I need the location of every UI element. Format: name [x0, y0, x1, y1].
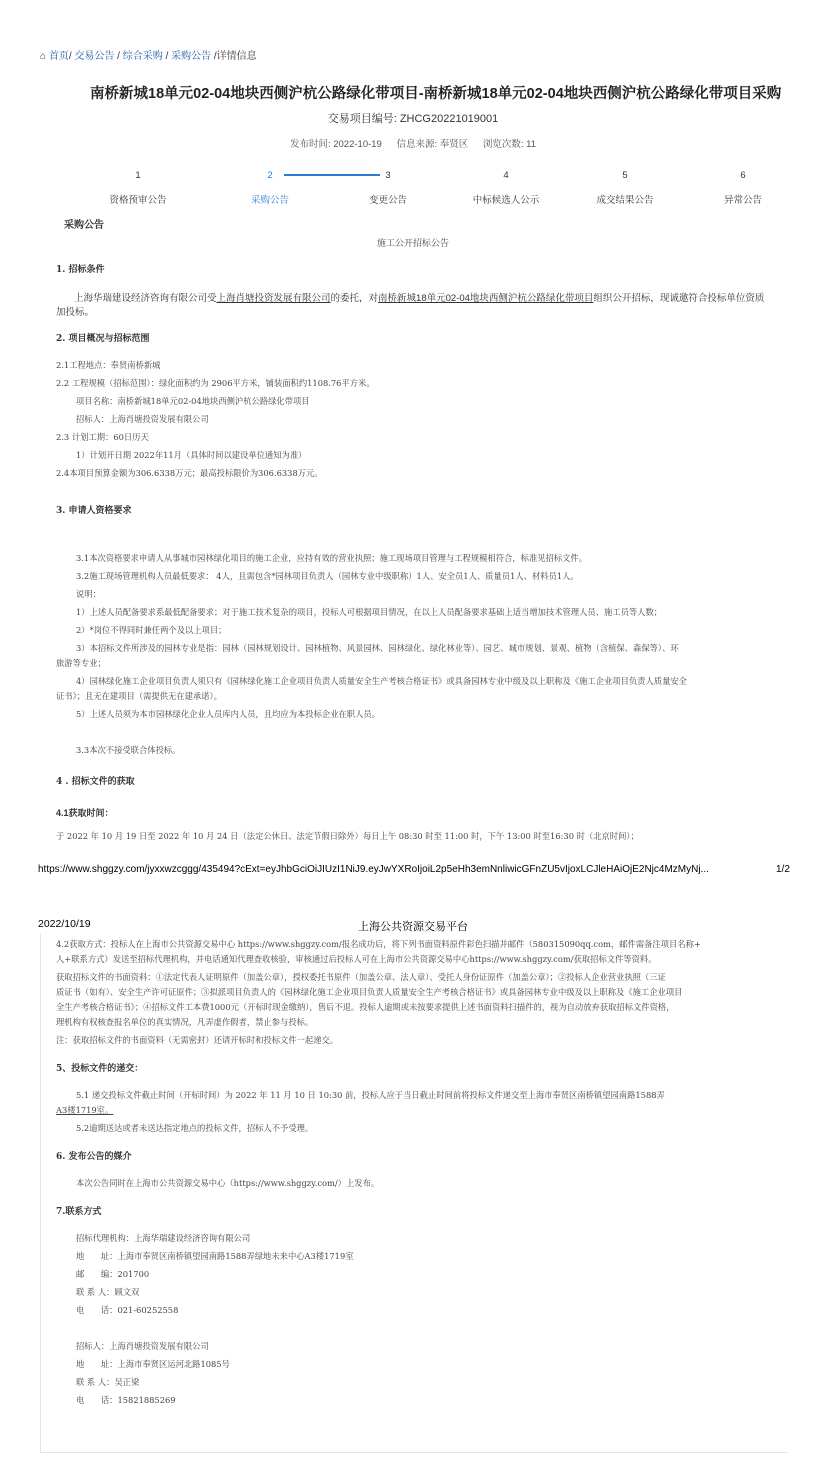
s3-line: 3）本招标文件所涉及的园林专业是指：园林（园林规划设计、园林植物、风景园林、园林绿化、绿化林业等）、园艺、城市规划、景观、植物（含植保、森保等）、环 [76, 643, 679, 653]
breadcrumb-home[interactable]: 首页 [48, 51, 69, 62]
owner-address: 地 址：上海市奉贤区运河北路1085号 [76, 1359, 230, 1369]
agent-address: 地 址：上海市奉贤区南桥镇望园南路1588弄绿地未来中心A3楼1719室 [76, 1251, 354, 1261]
owner-contact: 联 系 人：吴正梁 [76, 1377, 140, 1387]
step-1-number: 1 [135, 170, 141, 181]
s42-note: 注：获取招标文件的书面资料（无需密封）还请开标时和投标文件一起递交。 [56, 1035, 339, 1045]
s42-line: 4.2获取方式：投标人在上海市公共资源交易中心 https://www.shggzy.com/报名成功后，将下列书面资料原件彩色扫描并邮件（580315090qq.com，邮件需备注项目名称+ [56, 939, 701, 949]
step-6-label[interactable]: 异常公告 [723, 195, 762, 206]
s2-line: 招标人：上海肖塘投资发展有限公司 [76, 414, 209, 424]
owner-name: 招标人：上海肖塘投资发展有限公司 [76, 1341, 209, 1351]
agent-phone: 电 话：021-60252558 [76, 1305, 179, 1315]
doc-title: 施工公开招标公告 [376, 239, 449, 249]
s2-line: 2.4本项目预算金额为306.6338万元；最高投标限价为306.6338万元。 [56, 468, 323, 478]
publish-time: 发布时间: 2022-10-19 [289, 139, 382, 150]
s6-heading: 6. 发布公告的媒介 [56, 1152, 132, 1162]
s3-line: 1）上述人员配备要求系最低配备要求；对于施工技术复杂的项目，投标人可根据项目情况，在以上人员配备要求基础上适当增加技术管理人员、施工员等人数； [76, 607, 663, 617]
s4-sub: 4.1获取时间： [56, 808, 114, 818]
agent-zip: 邮 编：201700 [76, 1269, 150, 1279]
step-3-number: 3 [385, 170, 391, 181]
s2-line: 2.3 计划工期：60日历天 [56, 432, 149, 442]
step-3-label[interactable]: 变更公告 [368, 195, 407, 206]
step-5-label[interactable]: 成交结果公告 [596, 195, 654, 206]
s5-line: 5.2逾期送达或者未送达指定地点的投标文件，招标人不予受理。 [76, 1123, 314, 1133]
info-source: 信息来源: 奉贤区 [396, 139, 469, 150]
s1-paragraph-end: 加投标。 [56, 307, 95, 318]
s5-line: 5.1 递交投标文件截止时间（开标时间）为 2022 年 11 月 10 日 10:30 前，投标人应于当日截止时间前将投标文件递交至上海市奉贤区南桥镇望园南路1588弄 [76, 1090, 665, 1100]
step-2-number: 2 [267, 170, 273, 181]
s3-line: 说明： [76, 589, 101, 599]
print-date: 2022/10/19 [38, 918, 91, 930]
s1-paragraph: 上海华瑞建设经济咨询有限公司受上海肖塘投资发展有限公司的委托，对南桥新城18单元02-04地块西侧沪杭公路绿化带项目组织公开招标，现诚邀符合投标单位资质 [74, 293, 765, 304]
view-count: 浏览次数: 11 [482, 139, 537, 150]
s3-line: 旅游等专业； [56, 658, 106, 668]
s4-heading: 4 . 招标文件的获取 [56, 777, 135, 787]
breadcrumb: ⌂ 首页/ 交易公告 / 综合采购 / 采购公告 /详情信息 [40, 51, 257, 62]
project-code: 交易项目编号: ZHCG20221019001 [327, 113, 499, 125]
agent-contact: 联 系 人：顾文双 [76, 1287, 140, 1297]
s2-line: 项目名称：南桥新城18单元02-04地块西侧沪杭公路绿化带项目 [76, 396, 310, 406]
s42-line: 全生产考核合格证书》；④招标文件工本费1000元（开标时现金缴纳），售后不退。投标人逾期或未按要求提供上述书面资料扫描件的，视为自动放弃获取招标文件资格， [56, 1002, 675, 1012]
s1-heading: 1. 招标条件 [56, 265, 105, 275]
s3-line: 5）上述人员须为本市园林绿化企业人员库内人员，且均应为本投标企业在职人员。 [76, 709, 380, 719]
s3-heading: 3. 申请人资格要求 [56, 506, 132, 516]
s3-line: 3.3本次不接受联合体投标。 [76, 745, 181, 755]
breadcrumb-item-procurement[interactable]: 综合采购 [122, 51, 163, 62]
section-title: 采购公告 [64, 220, 104, 231]
owner-phone: 电 话：15821885269 [76, 1395, 176, 1405]
s42-line: 理机构有权核查报名单位的真实情况，凡弄虚作假者，禁止参与投标。 [56, 1017, 314, 1027]
s42-line: 质证书（如有）、安全生产许可证原件；③拟派项目负责人的《园林绿化施工企业项目负责人质量安全生产考核合格证书》或具备园林专业中级及以上职称及《施工企业项目 [56, 987, 683, 997]
s3-line: 2）*岗位不得同时兼任两个及以上项目； [76, 625, 227, 635]
footer-url[interactable]: https://www.shggzy.com/jyxxwzcggg/435494?cExt=eyJhbGciOiJIUzI1NiJ9.eyJwYXRoIjoiL2p5eHh3emNnliwicGFnZU5vIjoxLCJleHAiOjE2Njc4MzMyNj... [38, 864, 709, 875]
s7-heading: 7.联系方式 [56, 1207, 102, 1217]
s2-line: 2.2 工程规模（招标范围）：绿化面积约为 2906平方米，铺装面积约1108.76平方米。 [56, 378, 375, 388]
home-icon[interactable]: ⌂ [40, 51, 47, 62]
s5-heading: 5、投标文件的递交： [56, 1064, 144, 1074]
s3-line: 3.2施工现场管理机构人员最低要求： 4人，且需包含*园林项目负责人（园林专业中级职称）1人、安全员1人、质量员1人、材料员1人。 [76, 571, 579, 581]
content-border-left [40, 933, 41, 1453]
step-1-label[interactable]: 资格预审公告 [109, 195, 167, 206]
s6-line: 本次公告同时在上海市公共资源交易中心（https://www.shggzy.com/）上发布。 [76, 1178, 380, 1188]
meta-info [0, 136, 826, 150]
s42-line: 人+联系方式）发送至招标代理机构，并电话通知代理查收核验，审核通过后投标人可在上海市公共资源交易中心https://www.shggzy.com/获取招标文件等资料。 [56, 954, 657, 964]
s3-line: 4）园林绿化施工企业项目负责人须只有《园林绿化施工企业项目负责人质量安全生产考核合格证书》或具备园林专业中级及以上职称及《施工企业项目负责人质量安全 [76, 676, 687, 686]
step-2-label[interactable]: 采购公告 [250, 195, 289, 206]
s2-line: 1）计划开日期 2022年11月（具体时间以建设单位通知为准） [76, 450, 307, 460]
breadcrumb-current: 详情信息 [216, 51, 257, 62]
s3-line: 证书》；且无在建项目（需提供无在建承诺）。 [56, 691, 222, 701]
s2-line: 2.1工程地点：奉贤南桥新城 [56, 360, 161, 370]
breadcrumb-item-trade[interactable]: 交易公告 [74, 51, 115, 62]
step-4-number: 4 [503, 170, 509, 181]
step-4-label[interactable]: 中标候选人公示 [472, 195, 540, 206]
agent-name: 招标代理机构：上海华瑞建设经济咨询有限公司 [76, 1233, 251, 1243]
breadcrumb-item-notice[interactable]: 采购公告 [171, 51, 212, 62]
page-title: 南桥新城18单元02-04地块西侧沪杭公路绿化带项目-南桥新城18单元02-04地块西侧沪杭公路绿化带项目采购 [90, 86, 782, 102]
s42-line: 获取招标文件的书面资料：①法定代表人证明原件（加盖公章），授权委托书原件（加盖公章、法人章）、受托人身份证原件（加盖公章）；②投标人企业营业执照（三证 [56, 972, 666, 982]
s2-heading: 2. 项目概况与招标范围 [56, 334, 150, 344]
page-number: 1/2 [776, 864, 790, 875]
step-5-number: 5 [622, 170, 628, 181]
content-border-bottom [40, 1452, 788, 1453]
step-6-number: 6 [740, 170, 746, 181]
s3-line: 3.1本次资格要求申请人从事城市园林绿化项目的施工企业，应持有效的营业执照；施工现场项目管理与工程规模相符合，标准见招标文件。 [76, 553, 588, 563]
s5-line: A3楼1719室。 [56, 1105, 114, 1115]
print-site-title: 上海公共资源交易平台 [358, 921, 468, 933]
s4-time-line: 于 2022 年 10 月 19 日至 2022 年 10 月 24 日（法定公休日、法定节假日除外）每日上午 08:30 时至 11:00 时，下午 13:00 时至16:30 时（北京时间）； [56, 831, 639, 841]
